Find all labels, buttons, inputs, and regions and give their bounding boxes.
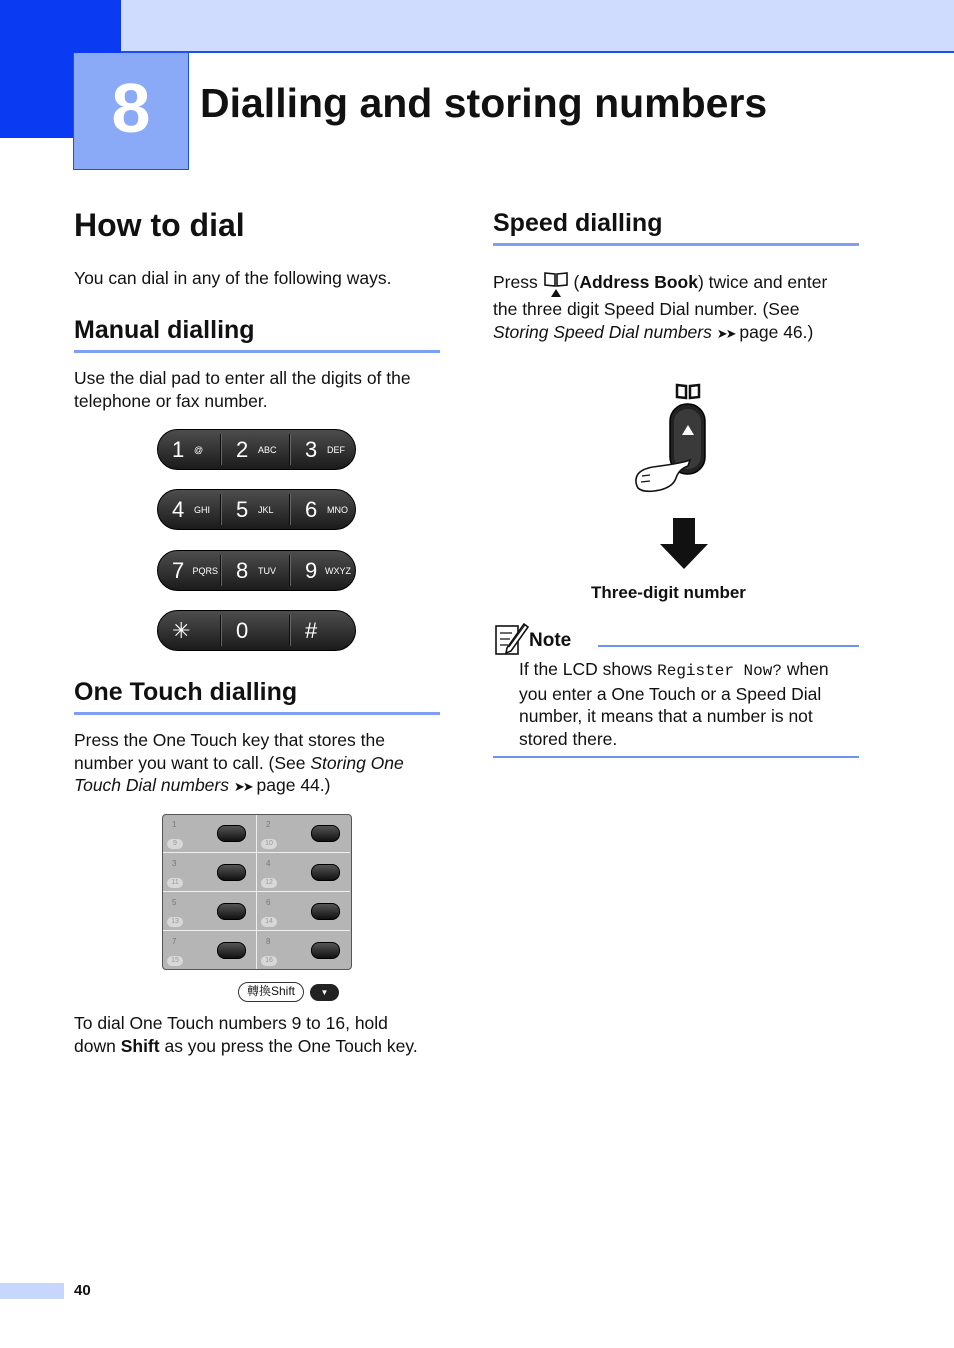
down-arrow-icon bbox=[658, 518, 710, 570]
key-number-top: 2 bbox=[266, 820, 271, 829]
note-pencil-icon bbox=[493, 620, 529, 656]
cross-reference-title: Storing One bbox=[310, 752, 404, 773]
page-reference-arrows: ➤➤ bbox=[716, 325, 735, 341]
text-line: stored there. bbox=[519, 728, 618, 749]
page-number: 40 bbox=[74, 1282, 91, 1299]
page-reference-arrows: ➤➤ bbox=[233, 779, 252, 794]
heading-rule bbox=[493, 243, 859, 246]
text-span: when bbox=[781, 659, 829, 679]
key-number-top: 4 bbox=[266, 859, 271, 868]
text-line: the three digit Speed Dial number. (See bbox=[493, 299, 800, 319]
dial-key bbox=[158, 554, 218, 587]
one-touch-panel-illustration bbox=[162, 814, 352, 970]
text-line: To dial One Touch numbers 9 to 16, hold bbox=[74, 1013, 388, 1033]
key-number-bottom: 9 bbox=[167, 839, 183, 849]
dial-key bbox=[158, 433, 218, 466]
key-number-top: 7 bbox=[172, 937, 177, 946]
text-line: Use the dial pad to enter all the digits of the bbox=[74, 368, 411, 388]
header-band bbox=[121, 0, 954, 52]
address-book-icon bbox=[677, 385, 699, 398]
dial-key bbox=[222, 554, 282, 587]
keypad-row bbox=[157, 610, 356, 651]
key-digit: 4 bbox=[172, 496, 185, 522]
text-span: Press bbox=[493, 272, 543, 292]
section-heading-how-to-dial: How to dial bbox=[74, 207, 245, 243]
key-digit: 7 bbox=[172, 557, 185, 583]
dial-pad-illustration bbox=[157, 429, 357, 652]
dial-key bbox=[222, 614, 282, 647]
one-touch-button bbox=[217, 825, 246, 842]
key-letters: @ bbox=[194, 444, 204, 455]
text-line bbox=[493, 321, 863, 346]
key-digit: # bbox=[305, 617, 318, 643]
one-touch-button bbox=[217, 942, 246, 959]
chapter-title: Dialling and storing numbers bbox=[200, 80, 768, 126]
key-digit: 0 bbox=[236, 617, 249, 643]
key-digit: 8 bbox=[236, 557, 249, 583]
key-number-bottom: 14 bbox=[261, 917, 277, 927]
key-letters: ABC bbox=[258, 444, 277, 455]
note-top-rule bbox=[598, 645, 859, 647]
key-number-top: 3 bbox=[172, 859, 177, 868]
key-letters: PQRS bbox=[192, 565, 218, 576]
address-book-icon bbox=[543, 270, 569, 298]
shift-key-label: Shift bbox=[120, 1035, 160, 1056]
text-line bbox=[74, 752, 444, 775]
three-digit-number-caption: Three-digit number bbox=[591, 583, 746, 602]
dial-key bbox=[291, 554, 351, 587]
keypad-row bbox=[157, 429, 356, 470]
key-letters: MNO bbox=[327, 504, 348, 515]
keypad-row bbox=[157, 489, 356, 530]
one-touch-key bbox=[163, 893, 256, 931]
key-letters: JKL bbox=[258, 504, 274, 515]
heading-rule bbox=[74, 350, 440, 353]
key-digit: ✳ bbox=[172, 617, 191, 643]
one-touch-button bbox=[311, 825, 340, 842]
one-touch-key bbox=[257, 854, 350, 892]
heading-rule bbox=[74, 712, 440, 715]
one-touch-button bbox=[217, 903, 246, 920]
one-touch-text bbox=[74, 729, 444, 799]
manual-dialling-text bbox=[74, 367, 444, 412]
address-book-key-illustration bbox=[630, 380, 750, 500]
text-line bbox=[74, 1035, 454, 1058]
one-touch-key bbox=[163, 815, 256, 853]
one-touch-key bbox=[163, 854, 256, 892]
key-number-bottom: 10 bbox=[261, 839, 277, 849]
note-text bbox=[519, 658, 864, 750]
footer-bar bbox=[0, 1283, 64, 1299]
down-arrow-key: ▼ bbox=[310, 984, 339, 1001]
text-line bbox=[519, 658, 864, 683]
key-letters: GHI bbox=[194, 504, 211, 515]
key-digit: 3 bbox=[305, 436, 318, 462]
one-touch-key bbox=[257, 893, 350, 931]
page-reference: page 44.) bbox=[251, 775, 331, 795]
text-line bbox=[493, 270, 863, 298]
dial-key bbox=[158, 614, 218, 647]
page-reference: page 46.) bbox=[734, 321, 814, 342]
text-line: Press the One Touch key that stores the bbox=[74, 730, 385, 750]
key-digit: 2 bbox=[236, 436, 249, 462]
heading-speed-dialling: Speed dialling bbox=[493, 209, 663, 237]
key-number-bottom: 16 bbox=[261, 956, 277, 966]
cross-reference-title: Touch Dial numbers bbox=[74, 775, 229, 795]
cross-reference-title: Storing Speed Dial numbers bbox=[493, 321, 712, 342]
panel-divider bbox=[256, 815, 257, 970]
chapter-number-box bbox=[73, 53, 189, 170]
dial-key bbox=[222, 493, 282, 526]
speed-dialling-text bbox=[493, 270, 863, 345]
one-touch-button bbox=[311, 903, 340, 920]
how-to-dial-intro: You can dial in any of the following ways. bbox=[74, 268, 392, 288]
text-span: down bbox=[74, 1035, 121, 1056]
key-letters: DEF bbox=[327, 444, 345, 455]
dial-key bbox=[222, 433, 282, 466]
text-line bbox=[74, 774, 444, 799]
key-digit: 9 bbox=[305, 557, 318, 583]
one-touch-key bbox=[257, 815, 350, 853]
key-number-top: 6 bbox=[266, 898, 271, 907]
key-digit: 5 bbox=[236, 496, 249, 522]
dial-key bbox=[291, 433, 351, 466]
text-span: number you want to call. (See bbox=[74, 752, 311, 773]
heading-manual-dialling: Manual dialling bbox=[74, 316, 255, 344]
lcd-message: Register Now? bbox=[657, 662, 782, 680]
one-touch-button bbox=[217, 864, 246, 881]
dial-key bbox=[158, 493, 218, 526]
key-digit: 6 bbox=[305, 496, 318, 522]
key-number-bottom: 13 bbox=[167, 917, 183, 927]
one-touch-key bbox=[163, 932, 256, 970]
text-span: If the LCD shows bbox=[519, 659, 658, 679]
one-touch-button bbox=[311, 942, 340, 959]
key-letters: TUV bbox=[258, 565, 276, 576]
shift-key: 轉換Shift bbox=[238, 982, 304, 1002]
key-letters: WXYZ bbox=[325, 565, 351, 576]
text-line: telephone or fax number. bbox=[74, 390, 268, 411]
keypad-row bbox=[157, 550, 356, 591]
text-line: you enter a One Touch or a Speed Dial bbox=[519, 683, 822, 704]
heading-one-touch-dialling: One Touch dialling bbox=[74, 678, 298, 706]
note-bottom-rule bbox=[493, 756, 859, 758]
key-number-top: 1 bbox=[172, 820, 177, 829]
key-digit: 1 bbox=[172, 436, 185, 462]
address-book-label: Address Book bbox=[579, 272, 698, 292]
dial-key bbox=[291, 614, 351, 647]
key-number-top: 5 bbox=[172, 898, 177, 907]
key-number-top: 8 bbox=[266, 937, 271, 946]
one-touch-key bbox=[257, 932, 350, 970]
one-touch-button bbox=[311, 864, 340, 881]
text-line: number, it means that a number is not bbox=[519, 706, 813, 726]
key-number-bottom: 11 bbox=[167, 878, 183, 888]
chapter-number: 8 bbox=[111, 69, 151, 147]
text-span: ( bbox=[568, 272, 580, 292]
note-label: Note bbox=[529, 630, 572, 651]
one-touch-shift-text bbox=[74, 1012, 454, 1057]
header-rule bbox=[121, 51, 954, 53]
key-number-bottom: 15 bbox=[167, 956, 183, 966]
dial-key bbox=[291, 493, 351, 526]
key-face bbox=[674, 409, 701, 469]
key-number-bottom: 12 bbox=[261, 878, 277, 888]
text-span: ) twice and enter bbox=[697, 272, 828, 292]
text-span: as you press the One Touch key. bbox=[159, 1035, 418, 1056]
